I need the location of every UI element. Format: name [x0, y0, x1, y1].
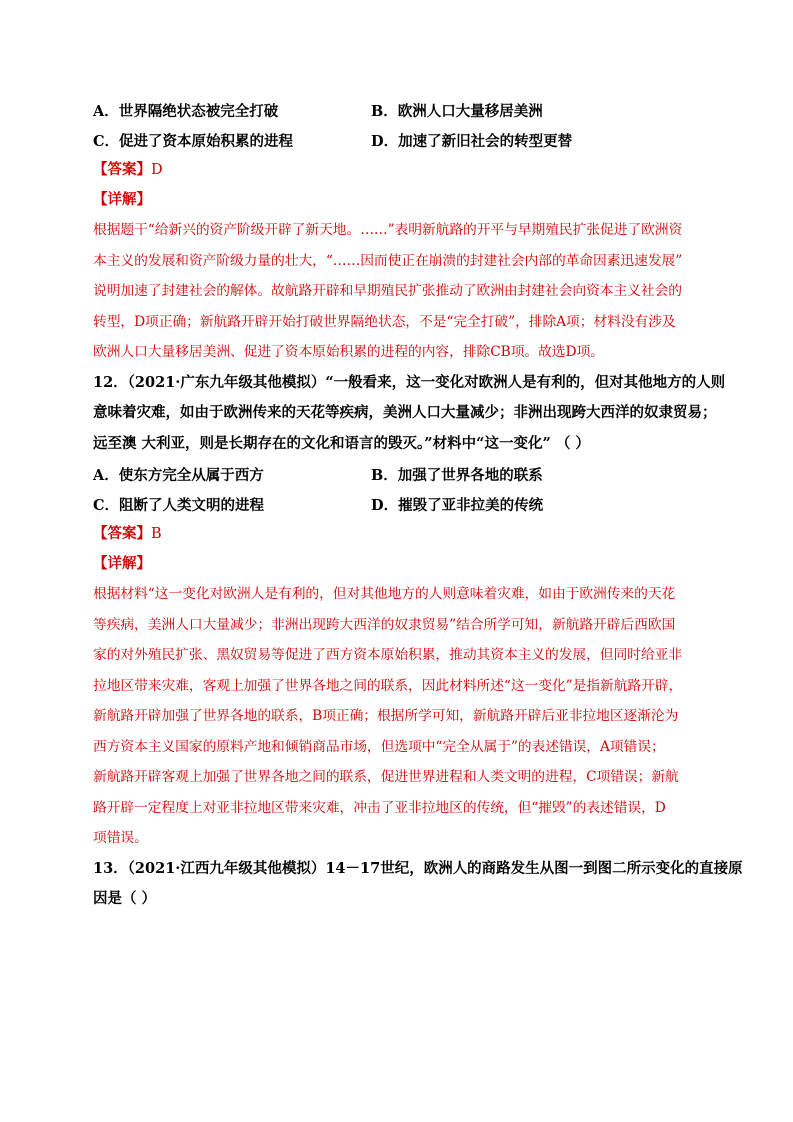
- q11-explanation-line: 说明加速了封建社会的解体。故航路开辟和早期殖民扩张推动了欧洲由封建社会向资本主义社会的: [93, 283, 682, 299]
- q11-answer-value: D: [151, 162, 163, 178]
- q13-stem-line: 13．（2021·江西九年级其他模拟）14－17世纪，欧洲人的商路发生从图一到图二所示变化的直接原: [93, 859, 743, 877]
- q11-explanation-line: 本主义的发展和资产阶级力量的壮大，“……因而使正在崩溃的封建社会内部的革命因素迅速发展”: [93, 252, 683, 269]
- q11-option-d: D．加速了新旧社会的转型更替: [371, 132, 573, 150]
- q12-options-row-2: [93, 489, 703, 519]
- q11-answer: [93, 155, 703, 185]
- q13-stem: [93, 854, 743, 915]
- q12-answer-value: B: [151, 526, 162, 542]
- q12-explanation-line: 西方资本主义国家的原料产地和倾销商品市场，但选项中“完全从属于”的表述错误，A项错误；: [93, 738, 665, 755]
- q11-explanation: [93, 215, 703, 368]
- q12-answer: [93, 519, 703, 549]
- q11-explanation-line: 欧洲人口大量移居美洲、促进了资本原始积累的进程的内容，排除CB项。故选D项。: [93, 344, 604, 360]
- q11-option-b: B．欧洲人口大量移居美洲: [371, 102, 543, 120]
- q12-explanation-line: 等疾病，美洲人口大量减少；非洲出现跨大西洋的奴隶贸易”结合所学可知，新航路开辟后西欧国: [93, 616, 676, 633]
- q11-options-row-1: [93, 95, 703, 125]
- q12-answer-label: 【答案】: [93, 525, 151, 542]
- q11-option-c: C．促进了资本原始积累的进程: [93, 132, 294, 150]
- q12-option-b: B．加强了世界各地的联系: [371, 466, 543, 484]
- q11-detail-label: 【详解】: [93, 191, 151, 208]
- q12-explanation-line: 项错误。: [93, 830, 148, 846]
- q12-stem: [93, 368, 726, 460]
- q12-explanation: [93, 579, 703, 854]
- q12-stem-line: 意味着灾难，如由于欧洲传来的天花等疾病，美洲人口大量减少；非洲出现跨大西洋的奴隶贸易；: [93, 404, 717, 421]
- q12-option-a: A．使东方完全从属于西方: [93, 466, 264, 484]
- q12-explanation-line: 根据材料“这一变化对欧洲人是有利的，但对其他地方的人则意味着灾难，如由于欧洲传来的天花: [93, 586, 676, 602]
- q12-explanation-line: 路开辟一定程度上对亚非拉地区带来灾难，冲击了亚非拉地区的传统，但“摧毁”的表述错误，D: [93, 799, 666, 816]
- q12-option-c: C．阻断了人类文明的进程: [93, 496, 265, 514]
- q12-explanation-line: 新航路开辟加强了世界各地的联系，B项正确；根据所学可知，新航路开辟后亚非拉地区逐渐沦为: [93, 708, 679, 724]
- q12-option-d: D．摧毁了亚非拉美的传统: [371, 496, 544, 514]
- q11-option-a: A．世界隔绝状态被完全打破: [93, 102, 279, 120]
- q12-options-row-1: [93, 459, 703, 489]
- q12-explanation-line: 家的对外殖民扩张、黑奴贸易等促进了西方资本原始积累，推动其资本主义的发展，但同时给亚非: [93, 647, 682, 663]
- q12-stem-line: 12．（2021·广东九年级其他模拟）“一般看来，这一变化对欧洲人是有利的，但对其他地方的人则: [93, 373, 726, 391]
- q12-explanation-line: 拉地区带来灾难，客观上加强了世界各地之间的联系，因此材料所述“这一变化”是指新航路开辟，: [93, 677, 683, 694]
- q11-explanation-line: 根据题干“给新兴的资产阶级开辟了新天地。……”表明新航路的开平与早期殖民扩张促进了欧洲资: [93, 222, 683, 238]
- q12-explanation-line: 新航路开辟客观上加强了世界各地之间的联系，促进世界进程和人类文明的进程，C项错误；新航: [93, 769, 679, 785]
- document-page: [93, 95, 743, 915]
- q11-explanation-line: 转型，D项正确；新航路开辟开始打破世界隔绝状态，不是“完全打破”，排除A项；材料没有涉及: [93, 313, 676, 330]
- q12-detail-label: 【详解】: [93, 555, 151, 572]
- q11-answer-label: 【答案】: [93, 161, 151, 178]
- q12-stem-line: 远至澳 大利亚，则是长期存在的文化和语言的毁灭。”材料中“这一变化” （ ）: [93, 434, 590, 452]
- q13-stem-line: 因是（ ）: [93, 890, 157, 907]
- q11-options-row-2: [93, 125, 703, 155]
